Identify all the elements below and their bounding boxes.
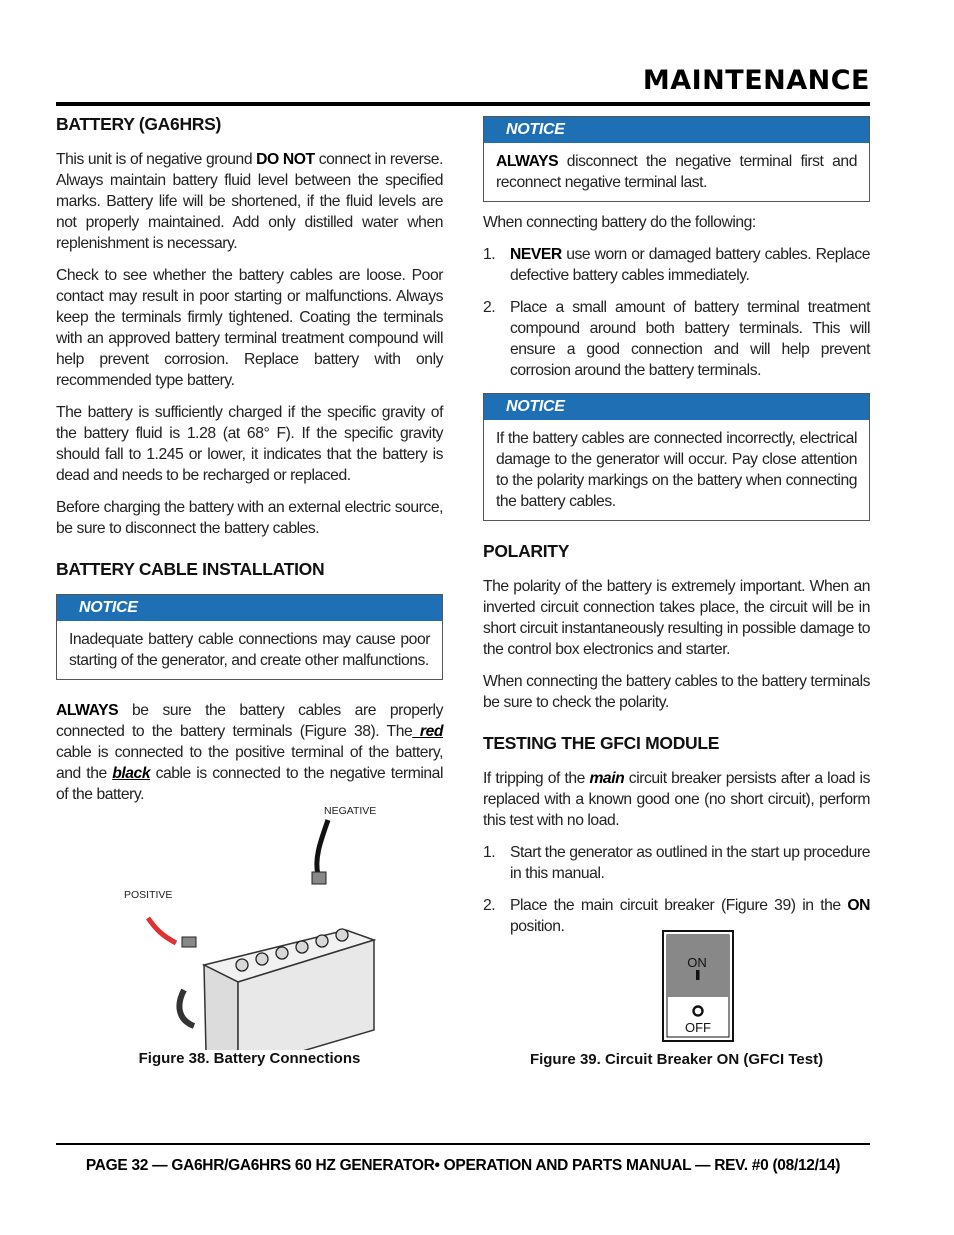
notice-label: NOTICE bbox=[484, 394, 869, 420]
step-item bbox=[483, 842, 870, 884]
left-column bbox=[56, 114, 443, 1067]
text-span: cable is connected to the positive terminal of the battery, and the bbox=[56, 744, 443, 782]
circuit-breaker-illustration bbox=[483, 909, 870, 1043]
text-span: be sure the battery cables are properly connected to the battery terminals (Figure 38). The bbox=[56, 702, 443, 740]
text-span: If tripping of the bbox=[483, 770, 590, 787]
bold-span: NEVER bbox=[510, 246, 562, 263]
bold-span: DO NOT bbox=[256, 151, 315, 168]
positive-cable bbox=[148, 918, 176, 943]
disconnect-notice bbox=[483, 116, 870, 202]
gfci-paragraph bbox=[483, 768, 870, 831]
notice-text: If the battery cables are connected incorrectly, electrical damage to the generator will occur. Pay close attention to the polarity markings on the battery when connecting the battery cables. bbox=[496, 430, 857, 510]
text-span: This unit is of negative ground bbox=[56, 151, 257, 168]
main-word: main bbox=[589, 770, 625, 787]
header-rule bbox=[56, 102, 870, 106]
notice-label: NOTICE bbox=[57, 595, 442, 621]
circuit-breaker-figure bbox=[483, 909, 870, 1043]
step-number: 2. bbox=[483, 299, 496, 316]
notice-text bbox=[484, 143, 869, 201]
text-span: cable is connected to the negative terminal of the battery. bbox=[56, 765, 443, 803]
step-item bbox=[483, 244, 870, 286]
footer-rule bbox=[56, 1143, 870, 1145]
text-span: use worn or damaged battery cables. Replace defective battery cables immediately. bbox=[510, 246, 870, 284]
polarity-paragraph-2: When connecting the battery cables to the battery terminals be sure to check the polarity. bbox=[483, 673, 870, 711]
bold-span: ALWAYS bbox=[496, 153, 559, 170]
figure-39-caption: Figure 39. Circuit Breaker ON (GFCI Test) bbox=[529, 1051, 824, 1068]
text-span: circuit breaker persists after a load is replaced with a known good one (no short circuit), perform this test with no load. bbox=[483, 770, 870, 829]
page-title: MAINTENANCE bbox=[642, 65, 870, 96]
positive-terminal bbox=[182, 937, 196, 947]
notice-label: NOTICE bbox=[484, 117, 869, 143]
polarity-heading: POLARITY bbox=[483, 541, 570, 561]
footer-text: PAGE 32 — GA6HR/GA6HRS 60 HZ GENERATOR• OPERATION AND PARTS MANUAL — REV. #0 (08/12/14) bbox=[85, 1157, 841, 1174]
negative-cable bbox=[317, 820, 328, 875]
notice-text: Inadequate battery cable connections may cause poor starting of the generator, and create other malfunctions. bbox=[69, 631, 430, 669]
bold-span: ON bbox=[847, 897, 870, 914]
figure-38-caption: Figure 38. Battery Connections bbox=[138, 1050, 361, 1067]
breaker-on-label: ON bbox=[687, 955, 707, 970]
connecting-steps bbox=[483, 244, 870, 381]
battery-handle bbox=[179, 990, 194, 1026]
polarity-paragraph-1: The polarity of the battery is extremely important. When an inverted circuit connection takes place, the circuit will be in short circuit instantaneously resulting in possible damage to the control box electronics and starter. bbox=[483, 578, 870, 658]
battery-illustration bbox=[56, 800, 443, 1050]
bold-span: ALWAYS bbox=[56, 702, 119, 719]
battery-paragraph-3: The battery is sufficiently charged if the specific gravity of the battery fluid is 1.28 (at 68° F). If the specific gravity should fall to 1.245 or lower, it indicates that the battery is dead and needs to be recharged or replaced. bbox=[56, 404, 443, 484]
battery-paragraph-2: Check to see whether the battery cables are loose. Poor contact may result in poor starting or malfunctions. Always keep the terminals firmly tightened. Coating the terminals with an approved battery terminal treatment compound will help prevent corrosion. Replace battery with only recommended type battery. bbox=[56, 267, 443, 389]
gfci-heading: TESTING THE GFCI MODULE bbox=[483, 733, 720, 753]
step-item bbox=[483, 297, 870, 381]
breaker-off-label: OFF bbox=[685, 1020, 711, 1035]
negative-terminal bbox=[312, 872, 326, 884]
text-span: disconnect the negative terminal first and reconnect negative terminal last. bbox=[496, 153, 857, 191]
black-word: black bbox=[112, 765, 151, 782]
red-word: red bbox=[412, 723, 443, 740]
text-span: Place a small amount of battery terminal treatment compound around both battery terminals. This will ensure a good connection and will help prevent corrosion around the battery terminals. bbox=[510, 299, 870, 379]
battery-figure bbox=[56, 800, 443, 1050]
step-number: 2. bbox=[483, 897, 496, 914]
battery-paragraph-1 bbox=[56, 149, 443, 254]
cable-heading: BATTERY CABLE INSTALLATION bbox=[56, 559, 325, 579]
battery-heading: BATTERY (GA6HRS) bbox=[56, 114, 222, 134]
polarity-notice bbox=[483, 393, 870, 521]
cable-paragraph bbox=[56, 700, 443, 805]
on-bar-icon bbox=[696, 970, 700, 980]
positive-label: POSITIVE bbox=[124, 889, 173, 901]
step-number: 1. bbox=[483, 844, 496, 861]
right-column bbox=[483, 116, 870, 1068]
cable-notice bbox=[56, 594, 443, 680]
text-span: Place the main circuit breaker (Figure 39) in the bbox=[510, 897, 848, 914]
step-number: 1. bbox=[483, 246, 496, 263]
connecting-intro: When connecting battery do the following: bbox=[483, 214, 756, 231]
negative-label: NEGATIVE bbox=[324, 805, 377, 817]
page-footer bbox=[56, 1143, 870, 1175]
battery-paragraph-4: Before charging the battery with an external electric source, be sure to disconnect the battery cables. bbox=[56, 499, 443, 537]
text-span: Start the generator as outlined in the start up procedure in this manual. bbox=[510, 844, 870, 882]
text-span: position. bbox=[510, 918, 565, 935]
text-span: connect in reverse. Always maintain battery fluid level between the specified marks. Battery life will be shortened, if the fluid levels are not properly maintained. Add only distilled water when replenishment is necessary. bbox=[56, 151, 443, 252]
